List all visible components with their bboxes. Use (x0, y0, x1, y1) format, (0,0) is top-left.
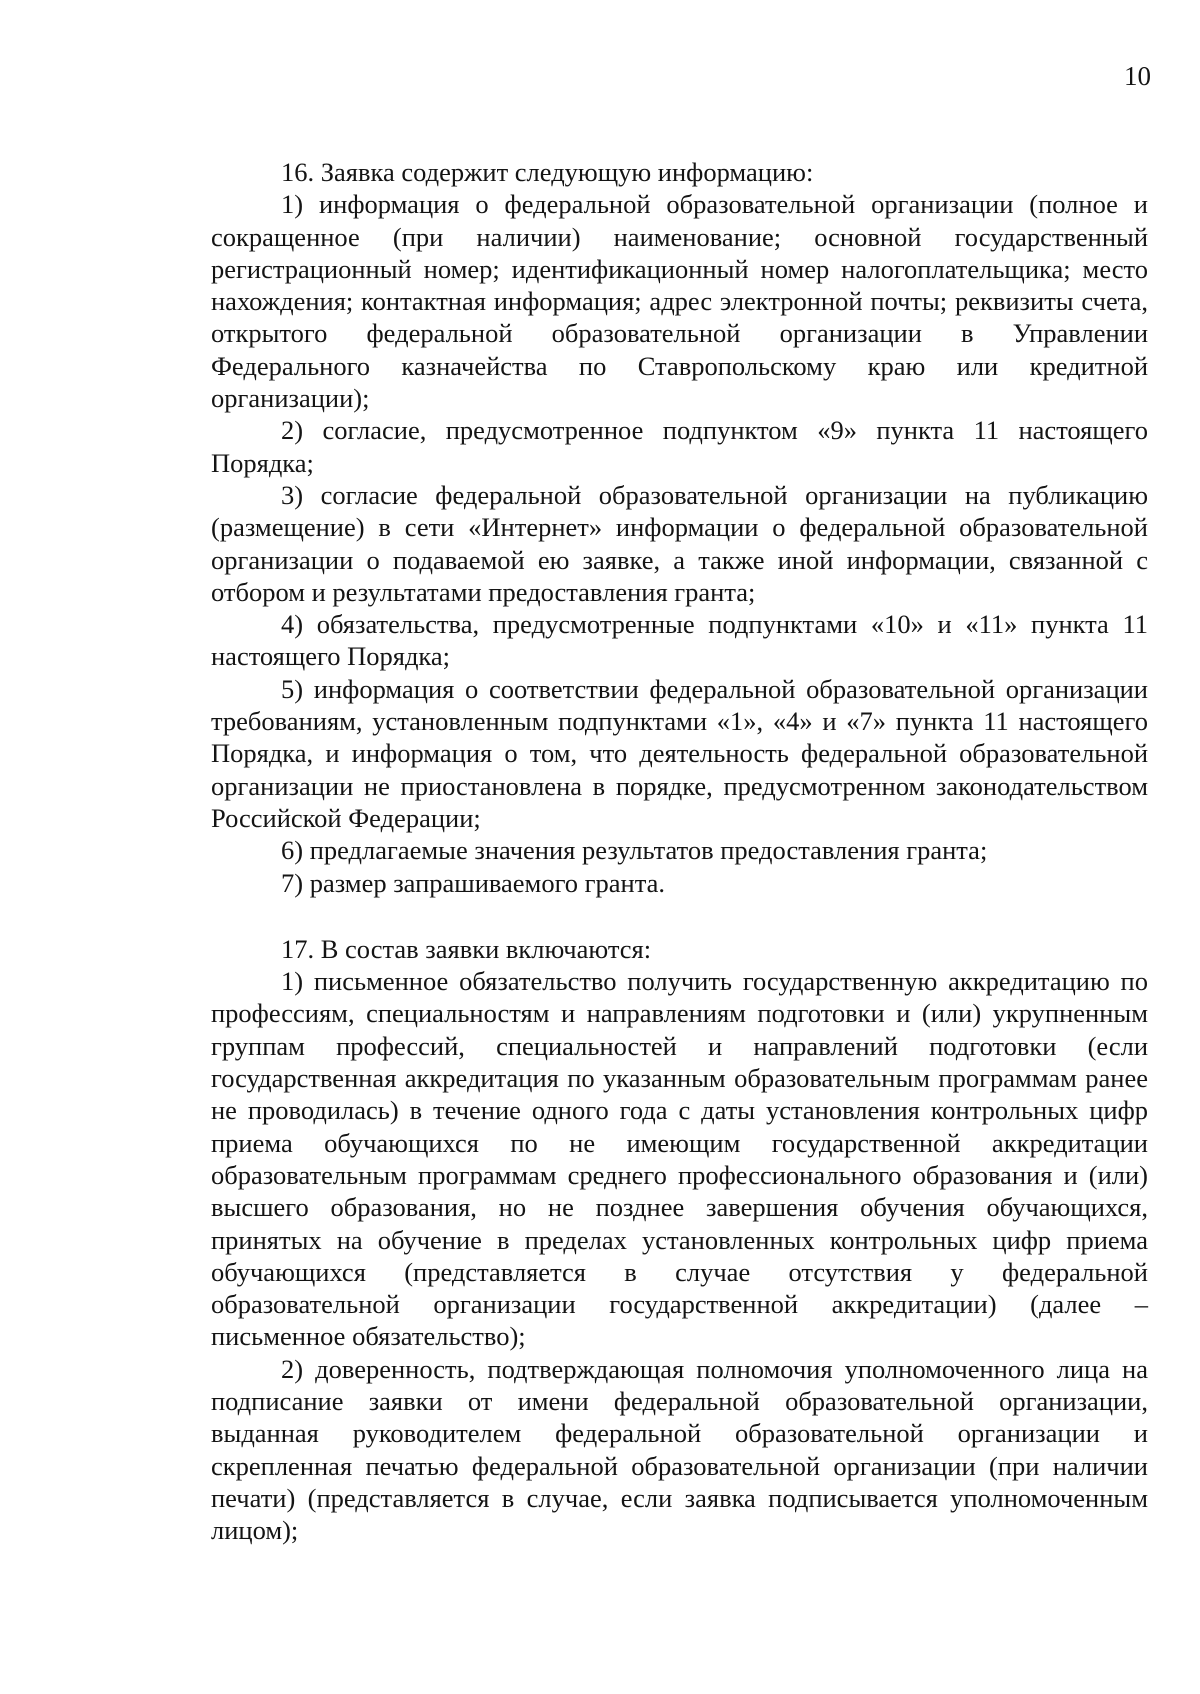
section-17-item-2: 2) доверенность, подтверждающая полномочия уполномоченного лица на подписание заявки от имени федеральной образовательной организации, выданная руководителем федеральной образовательной организации и скрепленная печатью федеральной образовательной организации (при наличии печати) (представляется в случае, если заявка подписывается уполномоченным лицом); (211, 1353, 1148, 1546)
section-17-heading: 17. В состав заявки включаются: (281, 933, 652, 964)
section-16-item-2: 2) согласие, предусмотренное подпунктом «9» пункта 11 настоящего Порядка; (211, 415, 1148, 478)
document-body (211, 156, 1148, 1546)
section-16-item-1: 1) информация о федеральной образовательной организации (полное и сокращенное (при наличии) наименование; основной государственный регистрационный номер; идентификационный номер налогоплательщика; место нахождения; контактная информация; адрес электронной почты; реквизиты счета, открытого федеральной образовательной организации в Управлении Федерального казначейства по Ставропольскому краю или кредитной организации); (211, 189, 1148, 414)
section-17-item-1: 1) письменное обязательство получить государственную аккредитацию по профессиям, специальностям и направлениям подготовки и (или) укрупненным группам профессий, специальностей и направлений подготовки (если государственная аккредитация по указанным образовательным программам ранее не проводилась) в течение одного года с даты установления контрольных цифр приема обучающихся по не имеющим государственной аккредитации образовательным программам среднего профессионального образования и (или) высшего образования, но не позднее завершения обучения обучающихся, принятых на обучение в пределах установленных контрольных цифр приема обучающихся (представляется в случае отсутствия у федеральной образовательной организации государственной аккредитации) (далее – письменное обязательство); (211, 966, 1148, 1352)
section-16-item-5: 5) информация о соответствии федеральной образовательной организации требованиям, установленным подпунктами «1», «4» и «7» пункта 11 настоящего Порядка, и информация о том, что деятельность федеральной образовательной организации не приостановлена в порядке, предусмотренном законодательством Российской Федерации; (211, 673, 1148, 833)
page-number: 10 (1124, 61, 1151, 91)
section-16-heading: 16. Заявка содержит следующую информацию: (281, 157, 814, 187)
section-16-item-4: 4) обязательства, предусмотренные подпунктами «10» и «11» пункта 11 настоящего Порядка; (211, 609, 1148, 672)
section-16-item-3: 3) согласие федеральной образовательной организации на публикацию (размещение) в сети «Интернет» информации о федеральной образовательной организации о подаваемой ею заявке, а также иной информации, связанной с отбором и результатами предоставления гранта; (211, 479, 1148, 607)
section-16-item-7: 7) размер запрашиваемого гранта. (281, 867, 666, 898)
section-16-item-6: 6) предлагаемые значения результатов предоставления гранта; (281, 835, 988, 866)
